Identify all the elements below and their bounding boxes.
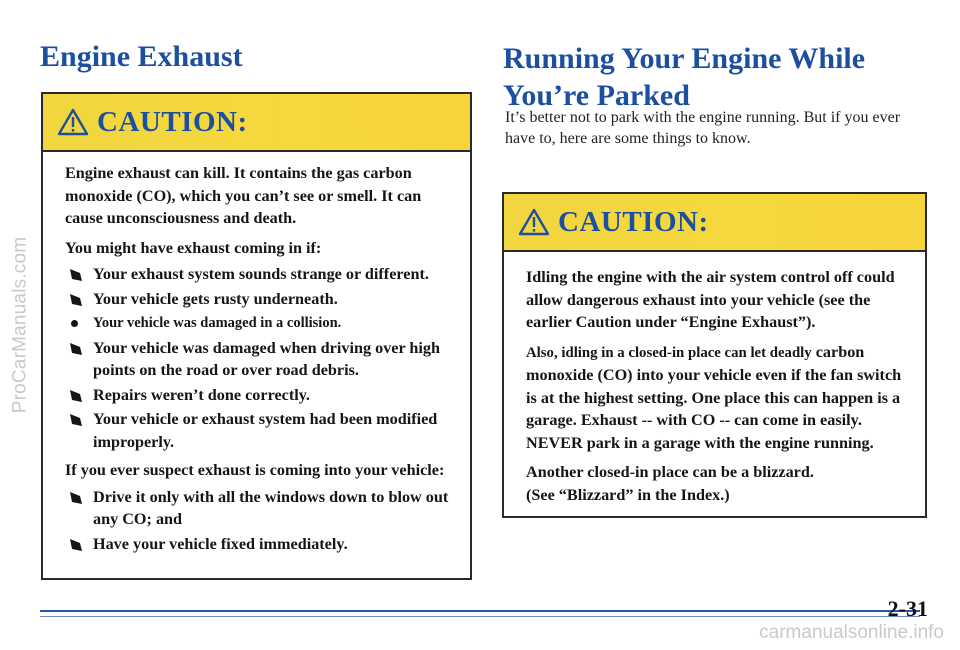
- warning-triangle-icon: [518, 208, 550, 236]
- blizzard-reference-text: (See “Blizzard” in the Index.): [526, 485, 730, 504]
- heading-line-1: Running Your Engine While: [503, 42, 866, 75]
- idling-caution-box: [502, 192, 927, 518]
- list-item: Your vehicle gets rusty underneath.: [65, 288, 452, 311]
- pointer-bullet-icon: [69, 342, 83, 356]
- pointer-bullet-icon: [69, 413, 83, 427]
- parked-intro-text: It’s better not to park with the engine running. But if you ever have to, here are some things to know.: [505, 109, 901, 147]
- warning-triangle-icon: [57, 108, 89, 136]
- pointer-bullet-icon: [69, 389, 83, 403]
- heading-line-2: You’re Parked: [503, 79, 690, 112]
- list-item: Have your vehicle fixed immediately.: [65, 533, 452, 556]
- footer-rule-thin: [40, 616, 920, 617]
- exhaust-actions-list: [65, 486, 452, 556]
- might-have-exhaust-text: You might have exhaust coming in if:: [65, 238, 322, 257]
- exhaust-danger-text: Engine exhaust can kill. It contains the gas carbon monoxide (CO), which you can’t see or smell. It can cause unconsciousness and death.: [65, 164, 422, 227]
- engine-exhaust-heading: Engine Exhaust: [40, 40, 243, 73]
- closed-in-place-text: Also, idling in a closed-in place can let deadly carbon monoxide (CO) into your vehicle even if the fan switch is at the highest setting. One place this can happen is a garage. Exhaust -- with CO -- can come in easily. NEVER park in a garage with the engine running.: [526, 342, 902, 452]
- caution-label: CAUTION:: [97, 105, 248, 138]
- running-engine-parked-heading: [503, 40, 865, 114]
- idling-air-control-text: Idling the engine with the air system control off could allow dangerous exhaust into your vehicle (see the earlier Caution under “Engine Exhaust”).: [526, 268, 895, 331]
- list-item: Drive it only with all the windows down to blow out any CO; and: [65, 486, 452, 531]
- blizzard-text: Another closed-in place can be a blizzard.: [526, 463, 814, 481]
- caution-header: [43, 94, 470, 152]
- exhaust-conditions-list: [65, 263, 452, 453]
- caution-body: [43, 152, 470, 555]
- pointer-bullet-icon: [69, 538, 83, 552]
- list-item: Your vehicle was damaged in a collision.: [65, 312, 452, 335]
- pointer-bullet-icon: [69, 293, 83, 307]
- footer-rule: [40, 610, 920, 612]
- side-watermark-text: ProCarManuals.com: [9, 236, 31, 414]
- caution-label: CAUTION:: [558, 205, 709, 238]
- list-item: Your vehicle or exhaust system had been modified improperly.: [65, 408, 452, 453]
- dot-bullet-icon: [71, 320, 78, 327]
- list-item: Repairs weren’t done correctly.: [65, 384, 452, 407]
- suspect-exhaust-text: If you ever suspect exhaust is coming into your vehicle:: [65, 461, 445, 479]
- page-number: 2-31: [887, 596, 928, 621]
- list-item: Your vehicle was damaged when driving over high points on the road or over road debris.: [65, 337, 452, 382]
- side-watermark: [2, 0, 38, 650]
- engine-exhaust-caution-box: [41, 92, 472, 580]
- pointer-bullet-icon: [69, 268, 83, 282]
- caution-body: [504, 252, 925, 506]
- list-item: Your exhaust system sounds strange or different.: [65, 263, 452, 286]
- footer-watermark: carmanualsonline.info: [759, 622, 944, 643]
- caution-header: [504, 194, 925, 252]
- pointer-bullet-icon: [69, 491, 83, 505]
